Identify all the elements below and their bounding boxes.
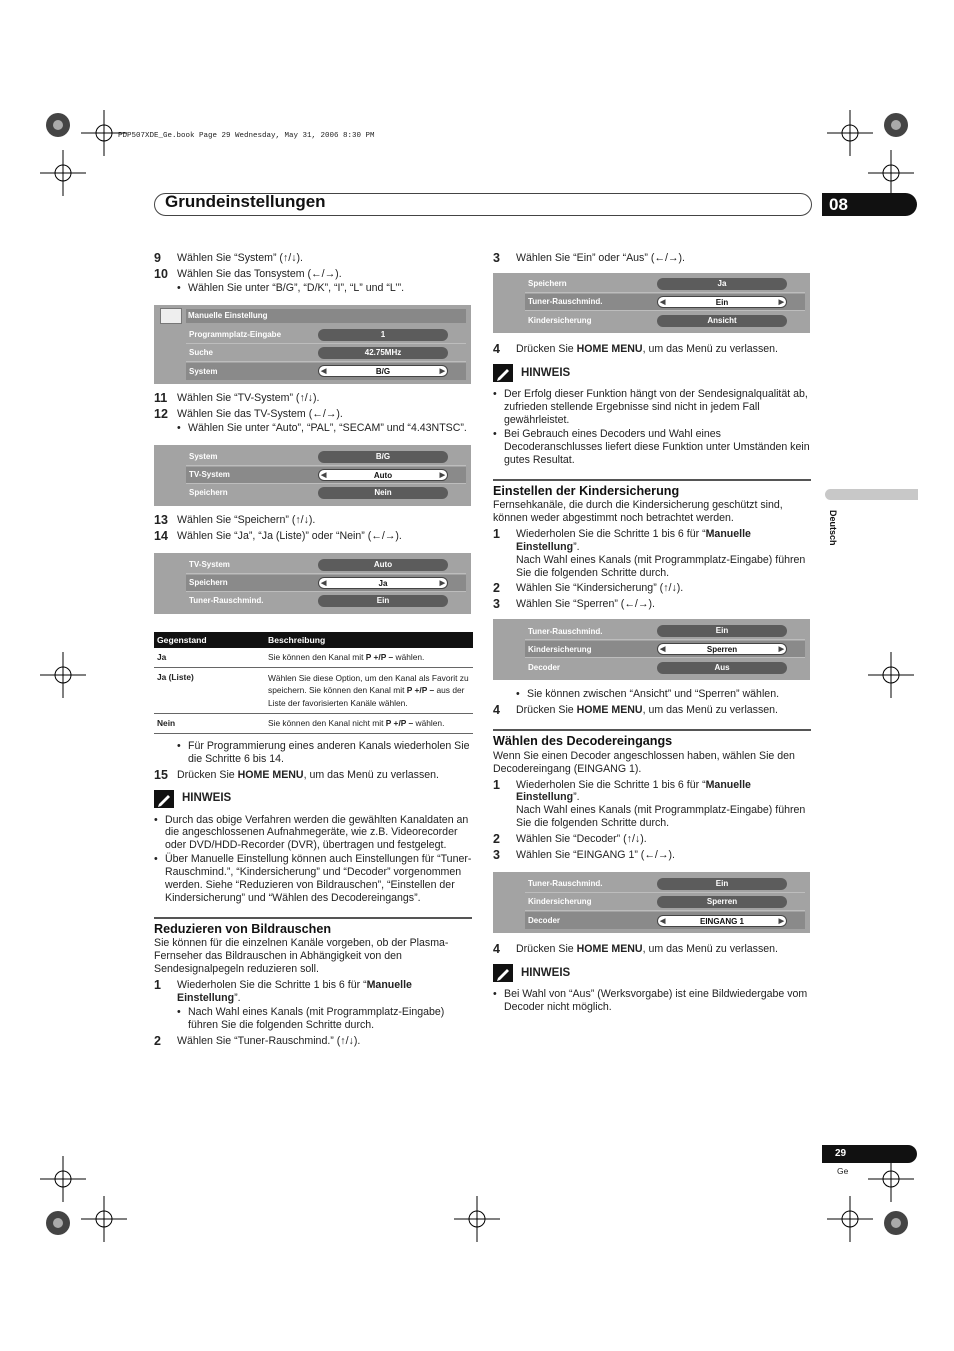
chapter-badge: 08 — [822, 193, 917, 216]
registration-mark-icon — [81, 1196, 127, 1242]
right-column — [493, 249, 811, 1014]
table-row: Nein Sie können den Kanal nicht mit P +/P – wählen. — [154, 714, 473, 733]
step-10: 10 Wählen Sie das Tonsystem (←/→). — [154, 267, 342, 281]
table-header: Gegenstand — [154, 632, 265, 648]
registration-mark-icon — [827, 1196, 873, 1242]
registration-mark-icon — [454, 1196, 500, 1242]
osd-row: Tuner-Rauschmind. Ein — [525, 876, 805, 893]
osd-menu-noise-reduction — [493, 273, 810, 333]
color-target-icon — [883, 1210, 909, 1236]
note-item: • Durch das obige Verfahren werden die gewählten Kanaldaten an die angeschlossenen Aufnahmegeräte, wie z.B. Videorecorder oder DVD/HDD-Recorder (DVR), übertragen und festgelegt. — [154, 814, 472, 853]
note-pencil-icon — [154, 790, 174, 808]
osd-row: Kindersicherung Ansicht — [525, 312, 805, 329]
osd-row: Speichern Ja — [525, 276, 805, 293]
color-target-icon — [45, 112, 71, 138]
osd-title: Manuelle Einstellung — [186, 309, 466, 323]
registration-mark-icon — [868, 150, 914, 196]
registration-mark-icon — [40, 150, 86, 196]
osd-menu-parental-lock — [493, 619, 810, 680]
options-table — [154, 632, 473, 734]
table-header: Beschreibung — [265, 632, 473, 648]
note-item: • Über Manuelle Einstellung können auch Einstellungen für “Tuner-Rauschmind.”, “Kindersicherung” und “Decoder” vorgenommen werden. Siehe “Reduzieren von Bildrauschen”, “Einstellen der Kindersicherung” und “Wählen des Decodereingangs”. — [154, 853, 472, 905]
step-3: 3 Wählen Sie “EINGANG 1” (←/→). — [493, 848, 675, 863]
language-code: Ge — [837, 1166, 849, 1176]
step-1: 1 Wiederholen Sie die Schritte 1 bis 6 für “Manuelle Einstellung”. Nach Wahl eines Kanals (mit Programmplatz-Eingabe) führen Sie die folgenden Schritte durch. — [493, 526, 806, 579]
osd-row-selected: Decoder ◀ EINGANG 1 ▶ — [525, 912, 805, 929]
osd-menu-store — [154, 553, 471, 614]
osd-row-selected: Speichern ◀ Ja ▶ — [186, 575, 466, 592]
page-number: 29 — [822, 1145, 917, 1163]
note-item: • Bei Wahl von “Aus” (Werksvorgabe) ist eine Bildwiedergabe vom Decoder nicht möglich. — [493, 988, 811, 1014]
note-pencil-icon — [493, 364, 513, 382]
bullet-item: • Wählen Sie unter “Auto”, “PAL”, “SECAM” und “4.43NTSC”. — [177, 422, 472, 435]
side-language-label: Deutsch — [827, 510, 838, 546]
section-intro: Sie können für die einzelnen Kanäle vorgeben, ob der Plasma-Fernseher das Bildrauschen in Abhängigkeit von den Sendesignalpegeln reduzieren soll. — [154, 937, 449, 976]
note-item: • Der Erfolg dieser Funktion hängt von der Sendesignalqualität ab, zufrieden stellende Ergebnisse sind nicht in jedem Fall gewährleistet. — [493, 388, 811, 427]
page-title: Grundeinstellungen — [165, 192, 326, 211]
osd-row: Speichern Nein — [186, 485, 466, 502]
step-14: 14 Wählen Sie “Ja”, “Ja (Liste)” oder “Nein” (←/→). — [154, 528, 402, 543]
osd-menu-decoder — [493, 872, 810, 933]
osd-row: Programmplatz-Eingabe 1 — [186, 327, 466, 344]
osd-menu-tv-system — [154, 445, 471, 506]
step-2: 2 Wählen Sie “Kindersicherung” (↑/↓). — [493, 581, 684, 596]
step-1: 1 Wiederholen Sie die Schritte 1 bis 6 für “Manuelle Einstellung”. — [154, 978, 412, 1004]
step-2: 2 Wählen Sie “Tuner-Rauschmind.” (↑/↓). — [154, 1033, 361, 1048]
osd-row: Tuner-Rauschmind. Ein — [525, 623, 805, 640]
registration-mark-icon — [868, 652, 914, 698]
left-column — [154, 249, 472, 1048]
step-4: 4 Drücken Sie HOME MENU, um das Menü zu verlassen. — [493, 342, 779, 356]
note-pencil-icon — [493, 964, 513, 982]
step-4: 4 Drücken Sie HOME MENU, um das Menü zu verlassen. — [493, 703, 779, 718]
side-tab — [825, 489, 918, 500]
bullet-item: • Sie können zwischen “Ansicht” und “Sperren” wählen. — [516, 688, 811, 701]
section-intro: Fernsehkanäle, die durch die Kindersicherung geschützt sind, können weder abgestimmt noch betrachtet werden. — [493, 498, 783, 524]
table-row: Ja Sie können den Kanal mit P +/P – wählen. — [154, 648, 473, 667]
note-heading: HINWEIS — [154, 790, 472, 808]
section-intro: Wenn Sie einen Decoder angeschlossen haben, wählen Sie den Decodereingang (EINGANG 1). — [493, 749, 795, 775]
registration-mark-icon — [40, 1156, 86, 1202]
note-heading: HINWEIS — [493, 964, 811, 982]
menu-icon — [160, 308, 182, 324]
step-2: 2 Wählen Sie “Decoder” (↑/↓). — [493, 832, 647, 847]
note-item: • Bei Gebrauch eines Decoders und Wahl eines Decoderanschlusses liefert diese Funktion unter Umständen kein gutes Resultat. — [493, 428, 811, 467]
step-3: 3 Wählen Sie “Sperren” (←/→). — [493, 597, 655, 612]
registration-mark-icon — [40, 652, 86, 698]
osd-menu-manual-setup — [154, 305, 471, 384]
color-target-icon — [45, 1210, 71, 1236]
bullet-item: • Nach Wahl eines Kanals (mit Programmplatz-Eingabe) führen Sie die folgenden Schritte durch. — [177, 1006, 472, 1032]
step-9: 9 Wählen Sie “System” (↑/↓). — [154, 251, 303, 265]
step-13: 13 Wählen Sie “Speichern” (↑/↓). — [154, 512, 316, 527]
step-1: 1 Wiederholen Sie die Schritte 1 bis 6 für “Manuelle Einstellung”. Nach Wahl eines Kanals (mit Programmplatz-Eingabe) führen Sie die folgenden Schritte durch. — [493, 777, 806, 830]
step-12: 12 Wählen Sie das TV-System (←/→). — [154, 406, 343, 421]
file-info-line: PDP507XDE_Ge.book Page 29 Wednesday, May 31, 2006 8:30 PM — [118, 132, 375, 140]
step-11: 11 Wählen Sie “TV-System” (↑/↓). — [154, 390, 320, 405]
bullet-item: • Wählen Sie unter “B/G”, “D/K”, “I”, “L” und “L’”. — [177, 282, 472, 295]
osd-row: Decoder Aus — [525, 659, 805, 676]
osd-row-selected: TV-System ◀ Auto ▶ — [186, 467, 466, 484]
step-15: 15 Drücken Sie HOME MENU, um das Menü zu verlassen. — [154, 767, 440, 782]
osd-row: Kindersicherung Sperren — [525, 894, 805, 911]
osd-row-selected: System ◀ B/G ▶ — [186, 363, 466, 380]
osd-row: Suche 42.75MHz — [186, 345, 466, 362]
bullet-item: • Für Programmierung eines anderen Kanals wiederholen Sie die Schritte 6 bis 14. — [177, 740, 472, 766]
section-heading-decoder-input: Wählen des Decodereingangs — [493, 729, 811, 749]
osd-row: TV-System Auto — [186, 557, 466, 574]
osd-row: Tuner-Rauschmind. Ein — [186, 593, 466, 610]
note-heading: HINWEIS — [493, 364, 811, 382]
color-target-icon — [883, 112, 909, 138]
step-3: 3 Wählen Sie “Ein” oder “Aus” (←/→). — [493, 251, 685, 265]
osd-row: System B/G — [186, 449, 466, 466]
step-4: 4 Drücken Sie HOME MENU, um das Menü zu verlassen. — [493, 942, 779, 957]
osd-row-selected: Kindersicherung ◀ Sperren ▶ — [525, 641, 805, 658]
osd-row-selected: Tuner-Rauschmind. ◀ Ein ▶ — [525, 294, 805, 311]
registration-mark-icon — [827, 110, 873, 156]
section-heading-parental-lock: Einstellen der Kindersicherung — [493, 479, 811, 499]
table-row: Ja (Liste) Wählen Sie diese Option, um den Kanal als Favorit zu speichern. Sie können den Kanal mit P +/P – aus der Liste der favorisierten Kanäle wählen. — [154, 667, 473, 714]
section-heading-noise-reduction: Reduzieren von Bildrauschen — [154, 917, 472, 937]
